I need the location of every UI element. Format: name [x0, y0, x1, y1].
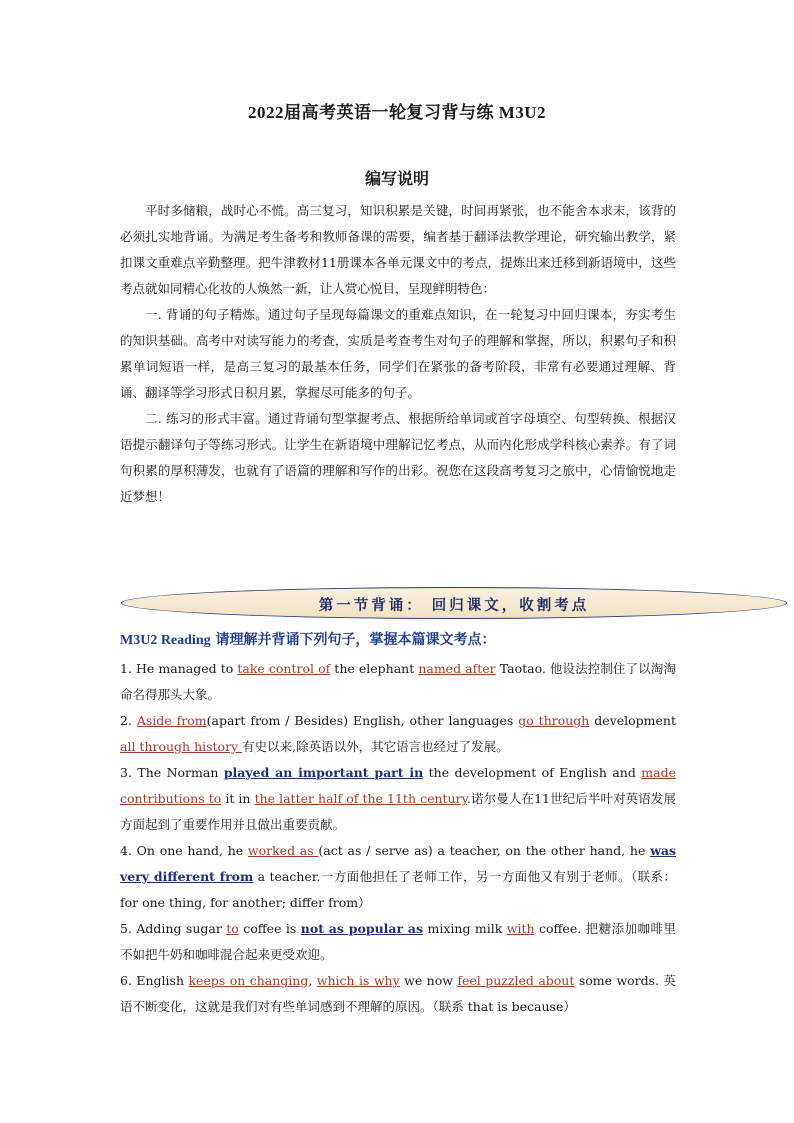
- sentence-text: a teacher.一方面他担任了老师工作，另一方面他又有别于老师。（联系：for one thing, for another; differ from）: [120, 869, 676, 910]
- key-phrase: with: [506, 921, 535, 936]
- key-phrase: take control of: [237, 661, 331, 676]
- section-subtitle: 编写说明: [364, 169, 429, 188]
- intro-text: [120, 198, 676, 510]
- sentence-text: 1. He managed to: [120, 661, 238, 676]
- key-phrase: all through history: [120, 739, 243, 754]
- sentence-text: Taotao. 他设法控制住了以淘淘命名得那头大象。: [120, 661, 676, 702]
- sentence-list: [120, 656, 676, 1020]
- key-structure: not as popular as: [300, 921, 424, 936]
- sentence-text: 2.: [120, 713, 137, 728]
- sentence-text: .诺尔曼人在11世纪后半叶对英语发展方面起到了重要作用并且做出重要贡献。: [120, 791, 676, 832]
- section-banner: [121, 587, 787, 619]
- key-phrase: keeps on changing: [188, 973, 309, 988]
- sentence-text: we now: [399, 973, 458, 988]
- reading-heading-en: M3U2 Reading: [120, 633, 211, 648]
- key-phrase: which is why: [316, 973, 400, 988]
- key-phrase: worked as: [247, 843, 319, 858]
- intro-paragraph-1: 平时多储粮，战时心不慌。高三复习，知识积累是关键，时间再紧张，也不能舍本求末，该背的必须扎实地背诵。为满足考生备考和教师备课的需要，编者基于翻译法教学理论，研究输出教学，紧扣课文重难点辛勤整理。把牛津教材11册课本各单元课文中的考点，提炼出来迁移到新语境中，这些考点就如同精心化妆的人焕然一新，让人赏心悦目，呈现鲜明特色：: [120, 203, 676, 296]
- key-phrase: made contributions to: [120, 765, 676, 806]
- document-title: 2022届高考英语一轮复习背与练 M3U2: [247, 103, 547, 122]
- sentence-text: (apart from / Besides) English, other languages: [206, 713, 519, 728]
- sentence-text: the development of English and: [423, 765, 642, 780]
- sentence-text: 5. Adding sugar: [120, 921, 227, 936]
- key-phrase: go through: [518, 713, 590, 728]
- sentence-item: [120, 968, 676, 1020]
- sentence-text: 3. The Norman: [120, 765, 224, 780]
- key-phrase: Aside from: [136, 713, 207, 728]
- reading-heading-zh: 请理解并背诵下列句子，掌握本篇课文考点：: [215, 632, 496, 648]
- reading-heading: [120, 629, 680, 649]
- key-phrase: feel puzzled about: [457, 973, 575, 988]
- sentence-item: [120, 760, 676, 838]
- sentence-text: it in: [221, 791, 255, 806]
- intro-paragraph-2: 一. 背诵的句子精炼。通过句子呈现每篇课文的重难点知识，在一轮复习中回归课本，夯实考生的知识基础。高考中对读写能力的考查，实质是考查考生对句子的理解和掌握，所以，积累句子和积累单词短语一样，是高三复习的最基本任务，同学们在紧张的备考阶段，非常有必要通过理解、背诵、翻译等学习形式日积月累，掌握尽可能多的句子。: [120, 307, 676, 400]
- sentence-text: development: [589, 713, 676, 728]
- sentence-text: ,: [308, 973, 317, 988]
- sentence-item: [120, 838, 676, 916]
- intro-paragraph-3: 二. 练习的形式丰富。通过背诵句型掌握考点、根据所给单词或首字母填空、句型转换、根据汉语提示翻译句子等练习形式。让学生在新语境中理解记忆考点，从而内化形成学科核心素养。有了词句积累的厚积薄发，也就有了语篇的理解和写作的出彩。祝您在这段高考复习之旅中，心情愉悦地走近梦想！: [120, 411, 676, 504]
- key-structure: played an important part in: [223, 765, 424, 780]
- sentence-text: coffee is: [238, 921, 301, 936]
- sentence-text: coffee. 把糖添加咖啡里不如把牛奶和咖啡混合起来更受欢迎。: [120, 921, 676, 962]
- sentence-text: 6. English: [120, 973, 189, 988]
- sentence-text: some words. 英语不断变化，这就是我们对有些单词感到不理解的原因。（联系 that is because）: [120, 973, 676, 1014]
- sentence-item: [120, 656, 676, 708]
- key-phrase: the latter half of the 11th century: [254, 791, 467, 806]
- sentence-item: [120, 916, 676, 968]
- key-structure: was very different from: [120, 843, 676, 884]
- key-phrase: named after: [418, 661, 496, 676]
- sentence-text: (act as / serve as) a teacher, on the other hand, he: [318, 843, 651, 858]
- sentence-text: the elephant: [330, 661, 419, 676]
- section-banner-label: 第一节背诵： 回归课文，收割考点: [318, 598, 590, 614]
- sentence-text: 有史以来,除英语以外，其它语言也经过了发展。: [242, 739, 509, 754]
- sentence-text: mixing milk: [423, 921, 507, 936]
- sentence-item: [120, 708, 676, 760]
- key-phrase: to: [226, 921, 239, 936]
- sentence-text: 4. On one hand, he: [120, 843, 248, 858]
